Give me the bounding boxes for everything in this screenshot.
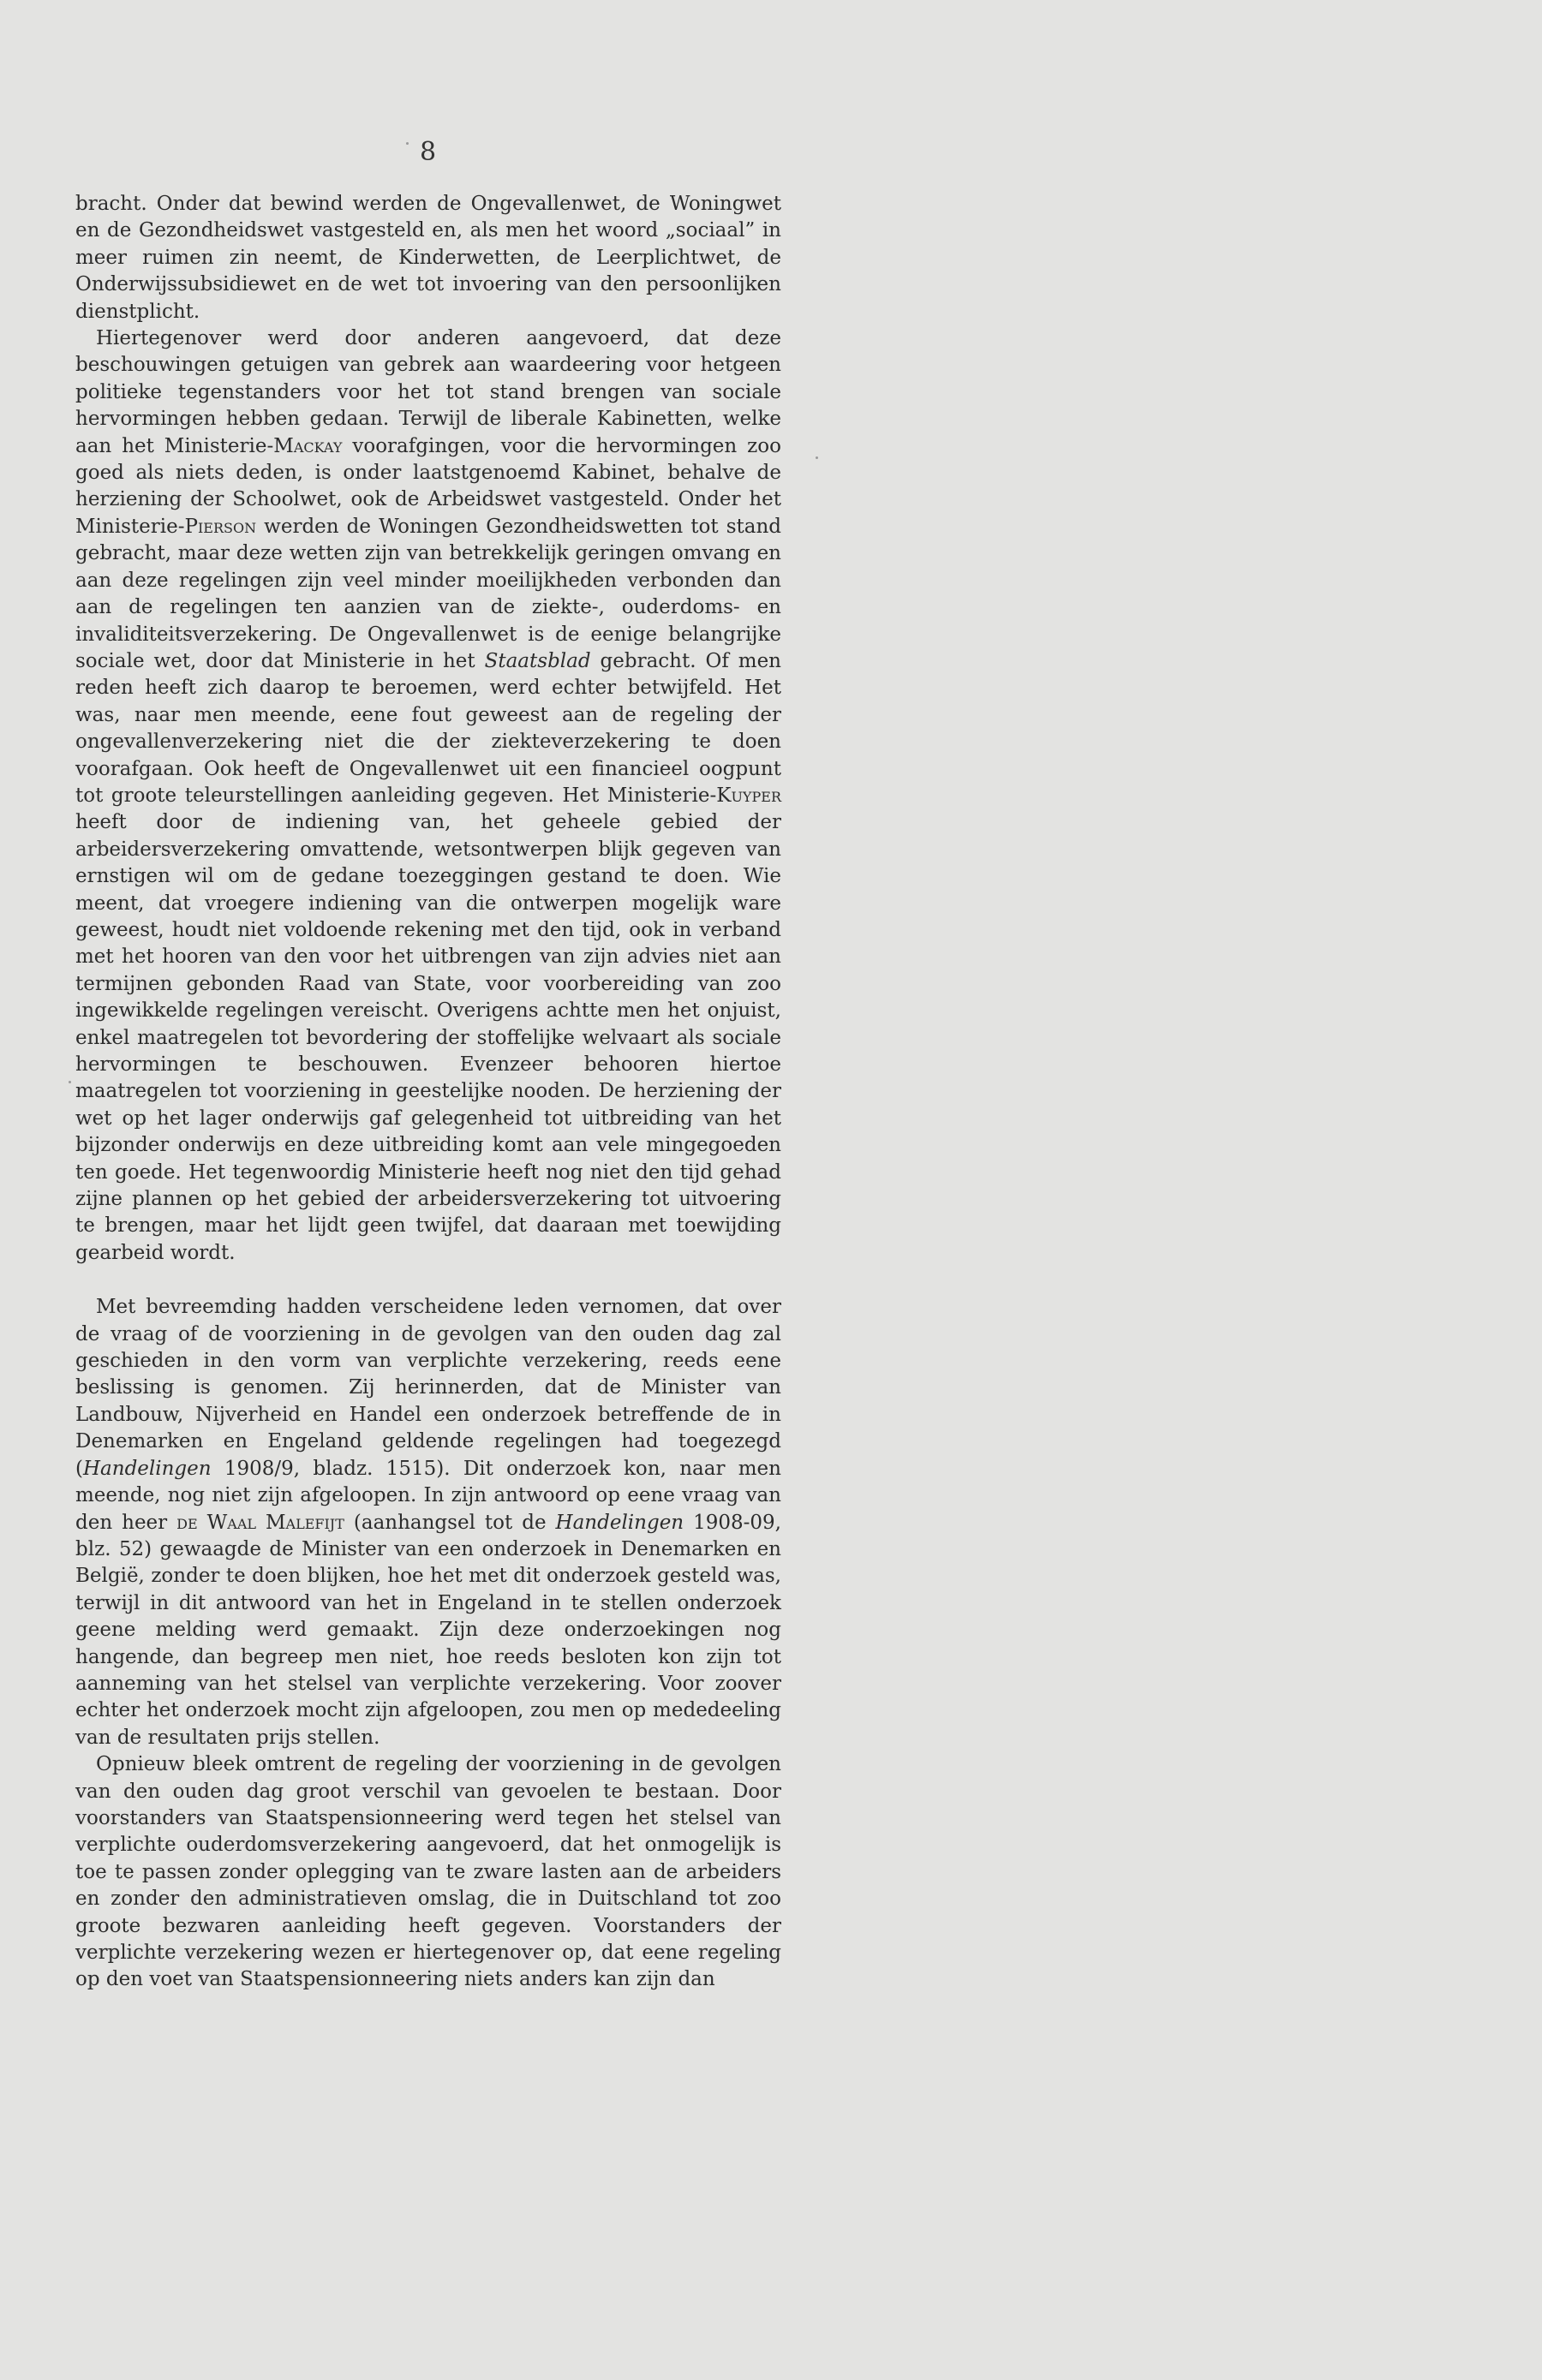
text-run: Opnieuw bleek omtrent de regeling der voorziening in de gevolgen van den ouden dag groot verschil van gevoelen te bestaan. Door voorstanders van Staatspensionneering werd tegen het stelsel van verplichte ouderdomsverzekering aangevoerd, dat het onmogelijk is toe te passen zonder oplegging van te zware lasten aan de arbeiders en zonder den administratieven omslag, die in Duitschland tot zoo groote bezwaren aanleiding heeft gegeven. Voorstanders der verplichte verzekering wezen er hiertegenover op, dat eene regeling op den voet van Staatspensionneering niets anders kan zijn dan bbox=[75, 1753, 781, 1991]
text-run: heeft door de indiening van, het geheele gebied der arbeidersverzekering omvattende, wetsontwerpen blijk gegeven van ernstigen wil om de gedane toezeggingen gestand te doen. Wie meent, dat vroegere indiening van die ontwerpen mogelijk ware geweest, houdt niet voldoende rekening met den tijd, ook in verband met het hooren van den voor het uitbrengen van zijn advies niet aan termijnen gebonden Raad van State, voor voorbereiding van zoo ingewikkelde regelingen vereischt. Overigens achtte men het onjuist, enkel maatregelen tot bevordering der stoffelijke welvaart als sociale hervormingen te beschouwen. Evenzeer behooren hiertoe maatregelen tot voorziening in geestelijke nooden. De herziening der wet op het lager onderwijs gaf gelegenheid tot uitbreiding van het bijzonder onderwijs en deze uitbreiding komt aan vele mingegoeden ten goede. Het tegenwoordig Ministerie heeft nog niet den tijd gehad zijne plannen op het gebied der arbeidersverzekering tot uitvoering te brengen, maar het lijdt geen twijfel, dat daaraan met toewijding gearbeid wordt. bbox=[75, 811, 781, 1264]
italic-title: Staatsblad bbox=[484, 649, 591, 672]
text-run: 1908/9, bladz. 1515). Dit onderzoek kon, naar men meende, nog niet zijn afgeloopen. In zijn antwoord op eene vraag van den heer bbox=[75, 1457, 781, 1534]
text-run: gebracht. Of men reden heeft zich daarop te beroemen, werd echter betwijfeld. Het was, naar men meende, eene fout geweest aan de regeling der ongevallenverzekering niet die der ziekteverzekering te doen voorafgaan. Ook heeft de Ongevallenwet uit een financieel oogpunt tot groote teleurstellingen aanleiding gegeven. Het Ministerie- bbox=[75, 649, 781, 807]
paragraph bbox=[75, 1751, 781, 1994]
text-run: (aanhangsel tot de bbox=[344, 1511, 556, 1534]
paragraph bbox=[75, 325, 781, 1267]
scan-speck bbox=[816, 456, 818, 459]
person-name: de Waal Malefijt bbox=[176, 1511, 344, 1534]
scan-speck bbox=[69, 1081, 71, 1083]
italic-title: Handelingen bbox=[555, 1511, 684, 1534]
italic-title: Handelingen bbox=[82, 1457, 212, 1480]
text-column bbox=[75, 191, 781, 1994]
person-name: Kuyper bbox=[716, 784, 781, 807]
text-run: werden de Woningen Gezondheidswetten tot stand gebracht, maar deze wetten zijn van betrekkelijk geringen omvang en aan deze regelingen zijn veel minder moeilijkheden verbonden dan aan de regelingen ten aanzien van de ziekte-, ouderdoms- en invaliditeitsverzekering. De Ongevallenwet is de eenige belangrijke sociale wet, door dat Ministerie in het bbox=[75, 515, 781, 672]
text-run: Hiertegenover werd door anderen aangevoerd, dat deze beschouwingen getuigen van gebrek aan waardeering voor hetgeen politieke tegenstanders voor het tot stand brengen van sociale hervormingen hebben gedaan. Terwijl de liberale Kabinetten, welke aan het Ministerie- bbox=[75, 327, 781, 457]
text-run: 1908-09, blz. 52) gewaagde de Minister van een onderzoek in Denemarken en België, zonder te doen blijken, hoe het met dit onderzoek gesteld was, terwijl in dit antwoord van het in Engeland in te stellen onderzoek geene melding werd gemaakt. Zijn deze onderzoekingen nog hangende, dan begreep men niet, hoe reeds besloten kon zijn tot aanneming van het stelsel van verplichte verzekering. Voor zoover echter het onderzoek mocht zijn afgeloopen, zou men op mededeeling van de resultaten prijs stellen. bbox=[75, 1511, 781, 1749]
text-run: bracht. Onder dat bewind werden de Ongevallenwet, de Woningwet en de Gezondheidswet vastgesteld en, als men het woord „sociaal” in meer ruimen zin neemt, de Kinderwetten, de Leerplichtwet, de Onderwijssubsidiewet en de wet tot invoering van den persoonlijken dienstplicht. bbox=[75, 193, 781, 323]
scan-speck bbox=[406, 142, 409, 145]
paragraph bbox=[75, 191, 781, 325]
person-name: Pierson bbox=[184, 515, 257, 538]
text-run: voorafgingen, voor die hervormingen zoo goed als niets deden, is onder laatstgenoemd Kabinet, behalve de herziening der Schoolwet, ook de Arbeidswet vastgesteld. Onder het Ministerie- bbox=[75, 434, 781, 538]
page-number: 8 bbox=[420, 137, 439, 167]
person-name: Mackay bbox=[273, 434, 343, 457]
paragraph bbox=[75, 1294, 781, 1751]
text-run: Met bevreemding hadden verscheidene leden vernomen, dat over de vraag of de voorziening in de gevolgen van den ouden dag zal geschieden in den vorm van verplichte verzekering, reeds eene beslissing is genomen. Zij herinnerden, dat de Minister van Landbouw, Nijverheid en Handel een onderzoek betreffende de in Denemarken en Engeland geldende regelingen had toegezegd ( bbox=[75, 1296, 781, 1480]
